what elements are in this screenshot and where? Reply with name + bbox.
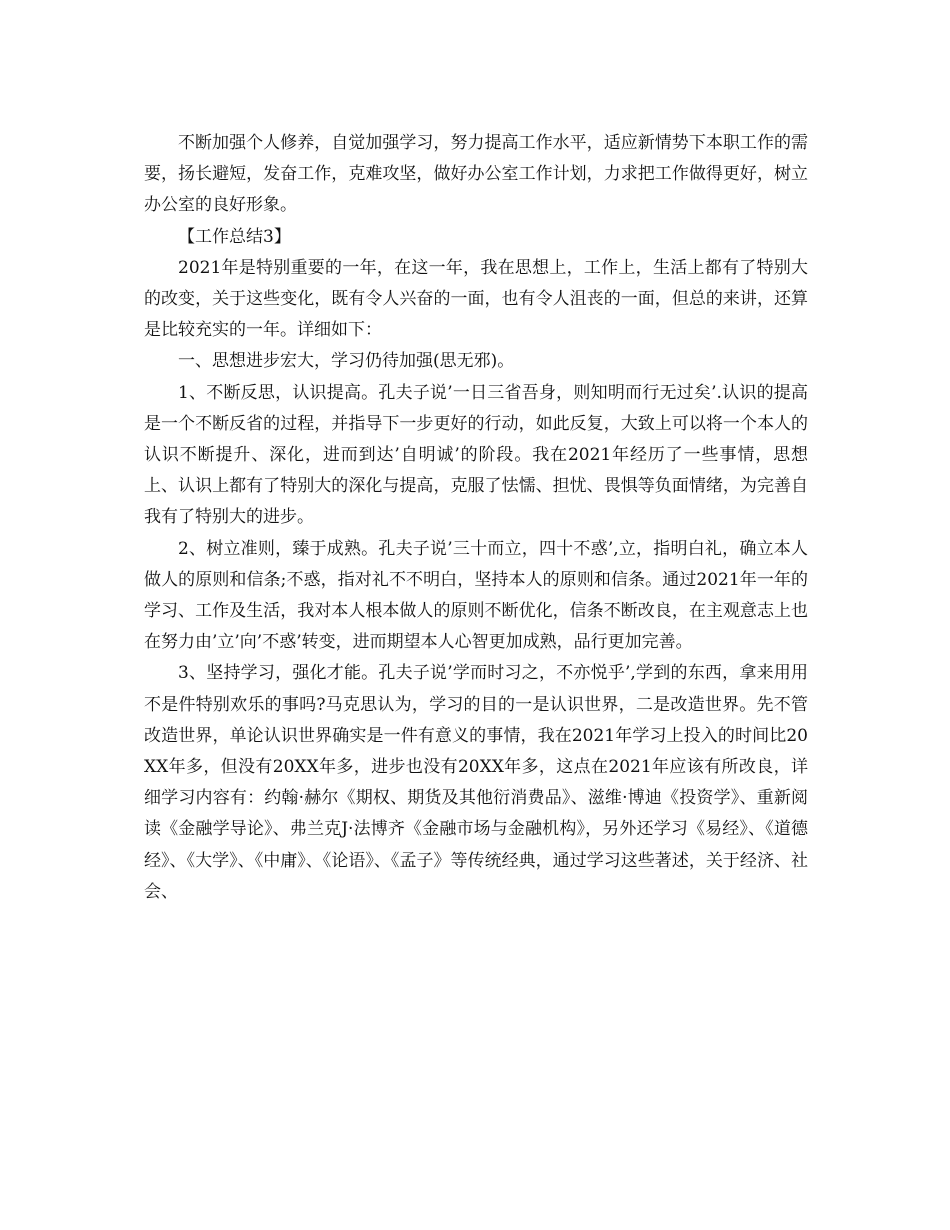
document-body [144,128,808,908]
paragraph-section-one-title: 一、思想进步宏大，学习仍待加强(思无邪)。 [178,351,515,372]
section-heading-work-summary-3: 【工作总结3】 [178,226,291,247]
paragraph-point-3: 3、坚持学习，强化才能。孔夫子说’学而时习之，不亦悦乎’,学到的东西，拿来用用不是件特别欢乐的事吗?马克思认为，学习的目的一是认识世界，二是改造世界。先不管改造世界，单论认识世界确实是一件有意义的事情，我在2021年学习上投入的时间比20XX年多，但没有20XX年多，进步也没有20XX年多，这点在2021年应该有所改良，详细学习内容有：约翰·赫尔《期权、期货及其他衍消费品》、滋维·博迪《投资学》、重新阅读《金融学导论》、弗兰克J·法博齐《金融市场与金融机构》，另外还学习《易经》、《道德经》、《大学》、《中庸》、《论语》、《孟子》等传统经典，通过学习这些著述，关于经济、社会、 [144,663,808,902]
paragraph-point-2: 2、树立准则，臻于成熟。孔夫子说’三十而立，四十不惑’,立，指明白礼，确立本人做人的原则和信条;不惑，指对礼不不明白，坚持本人的原则和信条。通过2021年一年的学习、工作及生活，我对本人根本做人的原则不断优化，信条不断改良，在主观意志上也在努力由’立’向’不惑’转变，进而期望本人心智更加成熟，品行更加完善。 [144,538,808,653]
paragraph-year-overview: 2021年是特别重要的一年，在这一年，我在思想上，工作上，生活上都有了特别大的改变，关于这些变化，既有令人兴奋的一面，也有令人沮丧的一面，但总的来讲，还算是比较充实的一年。详细如下： [144,257,808,341]
paragraph-point-1: 1、不断反思，认识提高。孔夫子说’一日三省吾身，则知明而行无过矣’.认识的提高是一个不断反省的过程，并指导下一步更好的行动，如此反复，大致上可以将一个本人的认识不断提升、深化，进而到达’自明诚’的阶段。我在2021年经历了一些事情，思想上、认识上都有了特别大的深化与提高，克服了怯懦、担忧、畏惧等负面情绪，为完善自我有了特别大的进步。 [144,382,808,528]
paragraph-intro-continuation: 不断加强个人修养，自觉加强学习，努力提高工作水平，适应新情势下本职工作的需要，扬长避短，发奋工作，克难攻坚，做好办公室工作计划，力求把工作做得更好，树立办公室的良好形象。 [144,133,808,216]
